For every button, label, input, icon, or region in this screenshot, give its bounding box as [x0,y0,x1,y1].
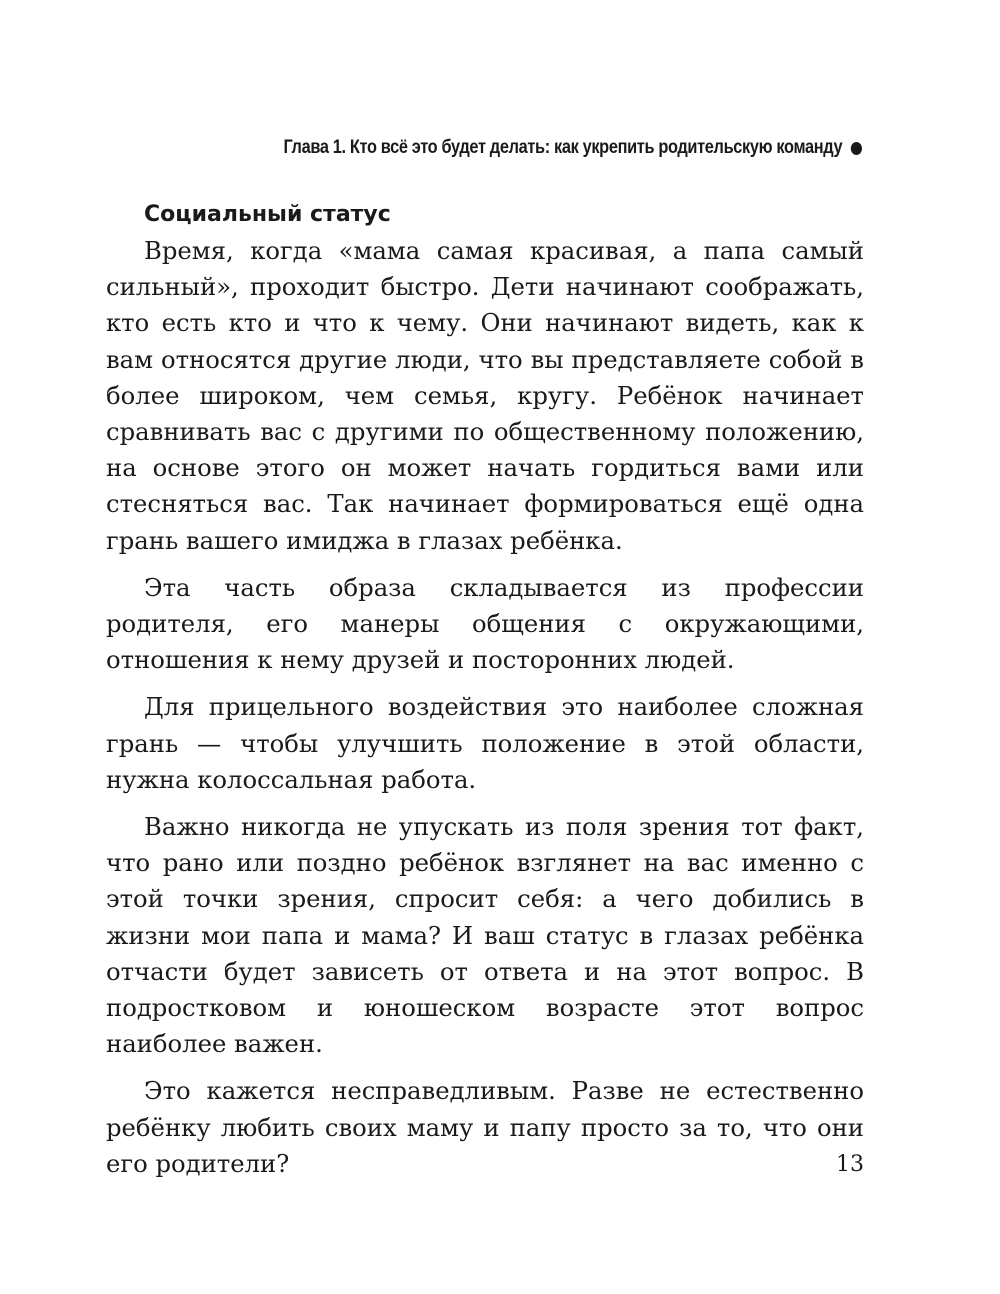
body-text [106,197,864,1193]
running-head-title: Глава 1. Кто всё это будет делать: как укрепить родительскую команду [283,137,843,158]
paragraph-5: Это кажется несправедливым. Разве не естественно ребёнку любить своих маму и папу просто за то, что они его родители? [106,1076,864,1178]
paragraph-4: Важно никогда не упускать из поля зрения тот факт, что рано или поздно ребёнок взглянет на вас именно с этой точки зрения, спросит себя: а чего добились в жизни мои папа и мама? И ваш статус в глазах ребёнка отчасти будет зависеть от ответа и на этот вопрос. В подростковом и юношеском возрасте этот вопрос наиболее важен. [106,812,864,1059]
page-number: 13 [836,1152,864,1177]
bullet-icon [851,142,862,155]
section-heading: Социальный статус [144,202,391,227]
paragraph-2: Эта часть образа складывается из профессии родителя, его манеры общения с окружающими, отношения к нему друзей и посторонних людей. [106,572,864,675]
paragraph-3: Для прицельного воздействия это наиболее сложная грань — чтобы улучшить положение в этой области, нужна колоссальная работа. [106,692,864,794]
running-head [241,137,862,159]
paragraph-1: Время, когда «мама самая красивая, а папа самый сильный», проходит быстро. Дети начинают соображать, кто есть кто и что к чему. Они начинают видеть, как к вам относятся другие люди, что вы представляете собой в более широком, чем семья, кругу. Ребёнок начинает сравнивать вас с другими по общественному положению, на основе этого он может начать гордиться вами или стесняться вас. Так начинает формироваться ещё одна грань вашего имиджа в глазах ребёнка. [106,236,864,555]
